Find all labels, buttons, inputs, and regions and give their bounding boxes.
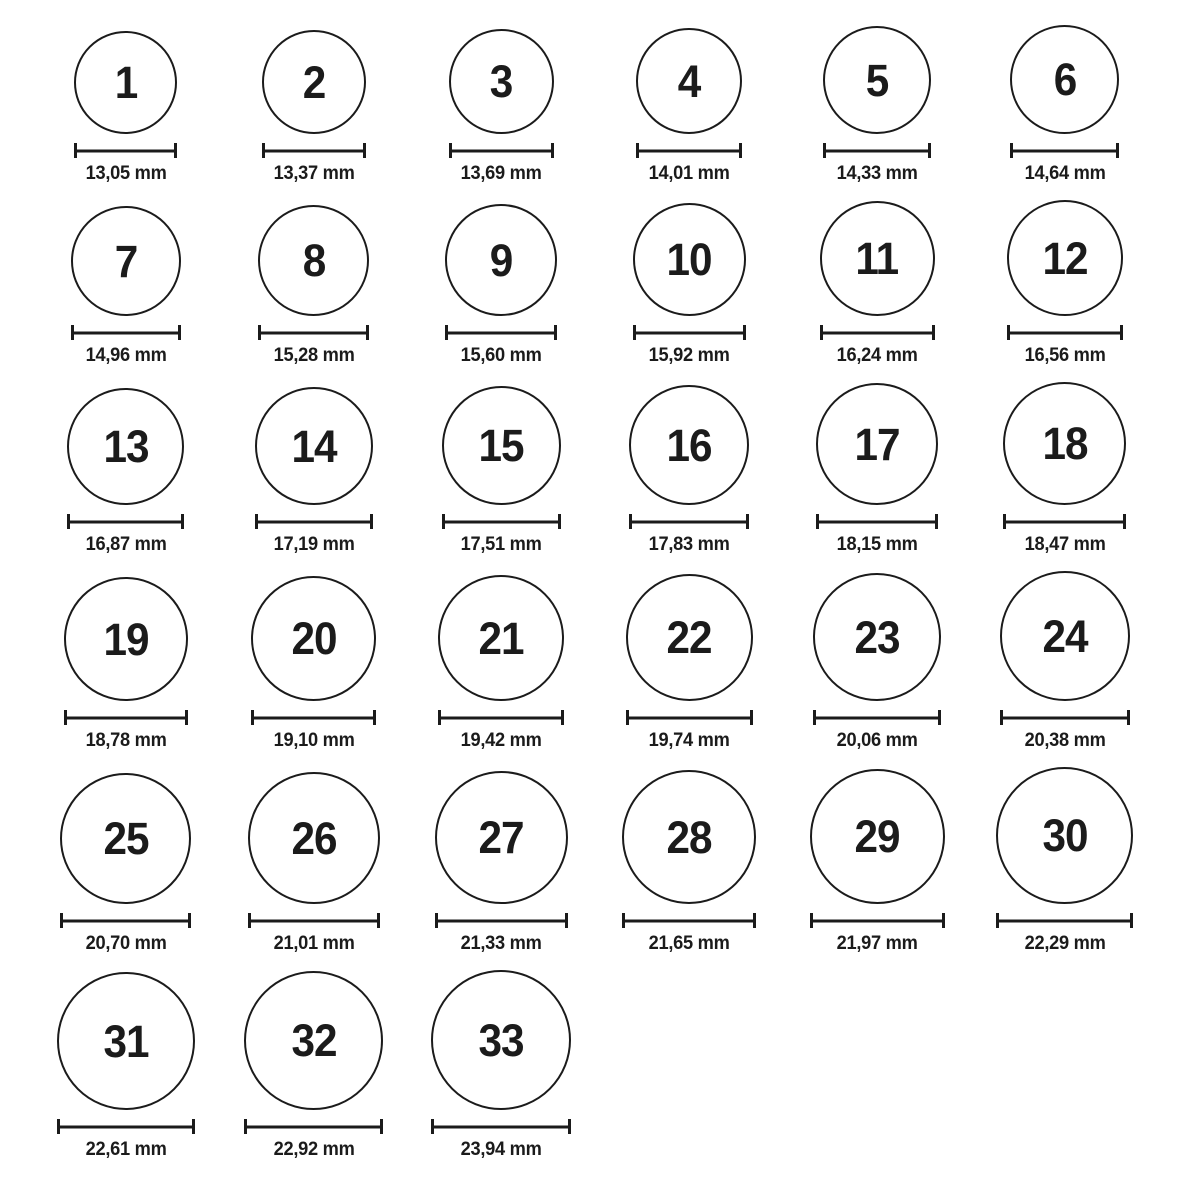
diameter-label: 19,42 mm bbox=[461, 730, 542, 751]
ring-size-item-3 bbox=[449, 29, 554, 186]
measure-bar bbox=[441, 716, 561, 719]
ring-circle bbox=[255, 387, 373, 505]
diameter-label: 15,60 mm bbox=[461, 345, 542, 366]
ring-size-item-13 bbox=[67, 388, 184, 557]
diameter-label: 22,29 mm bbox=[1024, 933, 1106, 954]
ring-size-item-5 bbox=[823, 26, 931, 186]
ring-circle bbox=[64, 577, 188, 701]
measure-line bbox=[255, 514, 373, 529]
measure-line bbox=[810, 913, 945, 928]
size-number: 18 bbox=[1042, 418, 1088, 469]
ring-size-item-31 bbox=[57, 972, 195, 1162]
measure-bar bbox=[816, 716, 938, 719]
ring-circle bbox=[823, 26, 931, 134]
ring-circle bbox=[1010, 25, 1119, 134]
ring-circle bbox=[431, 970, 571, 1110]
diameter-label: 17,83 mm bbox=[648, 534, 730, 555]
diameter-label: 20,06 mm bbox=[836, 730, 918, 751]
diameter-label: 15,92 mm bbox=[648, 345, 730, 366]
size-number: 13 bbox=[103, 421, 149, 472]
size-number: 28 bbox=[666, 811, 712, 863]
ring-circle bbox=[244, 971, 383, 1110]
size-number: 30 bbox=[1042, 810, 1088, 861]
measure-line bbox=[438, 710, 564, 725]
size-number: 12 bbox=[1042, 232, 1088, 284]
size-number: 31 bbox=[103, 1015, 149, 1067]
ring-size-item-26 bbox=[248, 772, 380, 956]
measure-line bbox=[431, 1119, 571, 1134]
ring-circle bbox=[629, 385, 749, 505]
ring-size-item-27 bbox=[435, 771, 568, 956]
diameter-label: 19,10 mm bbox=[273, 730, 355, 751]
measure-bar bbox=[445, 520, 558, 523]
size-number: 8 bbox=[302, 235, 325, 286]
measure-bar bbox=[67, 716, 185, 719]
measure-bar bbox=[823, 331, 932, 334]
measure-line bbox=[449, 143, 554, 158]
diameter-label: 14,33 mm bbox=[836, 163, 918, 184]
measure-line bbox=[435, 913, 568, 928]
ring-circle bbox=[820, 201, 935, 316]
ring-circle bbox=[258, 205, 369, 316]
measure-line bbox=[1003, 514, 1126, 529]
size-number: 32 bbox=[291, 1015, 337, 1066]
size-number: 11 bbox=[855, 233, 899, 284]
size-number: 2 bbox=[302, 56, 325, 108]
ring-size-item-6 bbox=[1010, 25, 1119, 186]
ring-circle bbox=[57, 972, 195, 1110]
measure-bar bbox=[60, 1125, 192, 1128]
diameter-label: 17,19 mm bbox=[273, 534, 355, 555]
ring-circle bbox=[996, 767, 1133, 904]
size-number: 7 bbox=[114, 235, 138, 287]
measure-bar bbox=[1013, 149, 1116, 152]
ring-circle bbox=[248, 772, 380, 904]
ring-size-item-29 bbox=[810, 769, 945, 956]
measure-line bbox=[823, 143, 931, 158]
measure-bar bbox=[1003, 716, 1127, 719]
ring-size-item-20 bbox=[251, 576, 376, 753]
ring-size-item-2 bbox=[262, 30, 366, 186]
ring-circle bbox=[71, 206, 181, 316]
measure-line bbox=[57, 1119, 195, 1134]
ring-size-item-7 bbox=[71, 206, 181, 368]
measure-bar bbox=[819, 520, 935, 523]
measure-bar bbox=[632, 520, 746, 523]
ring-circle bbox=[67, 388, 184, 505]
size-number: 25 bbox=[103, 813, 149, 864]
diameter-label: 20,70 mm bbox=[85, 933, 167, 954]
ring-size-item-12 bbox=[1007, 200, 1123, 368]
measure-line bbox=[820, 325, 935, 340]
measure-line bbox=[64, 710, 188, 725]
ring-size-item-14 bbox=[255, 387, 373, 557]
measure-line bbox=[996, 913, 1133, 928]
diameter-label: 18,15 mm bbox=[836, 534, 918, 555]
size-number: 24 bbox=[1042, 610, 1088, 662]
size-number: 15 bbox=[478, 420, 525, 471]
ring-circle bbox=[810, 769, 945, 904]
ring-circle bbox=[816, 383, 938, 505]
diameter-label: 14,96 mm bbox=[85, 345, 167, 366]
ring-circle bbox=[622, 770, 756, 904]
size-number: 4 bbox=[677, 55, 701, 107]
diameter-label: 14,64 mm bbox=[1024, 163, 1106, 184]
ring-size-item-18 bbox=[1003, 382, 1126, 557]
ring-circle bbox=[626, 574, 753, 701]
measure-bar bbox=[70, 520, 181, 523]
measure-bar bbox=[261, 331, 366, 334]
ring-size-item-24 bbox=[1000, 571, 1130, 753]
diameter-label: 20,38 mm bbox=[1024, 730, 1106, 751]
size-number: 27 bbox=[478, 812, 525, 863]
measure-bar bbox=[1006, 520, 1123, 523]
measure-line bbox=[629, 514, 749, 529]
measure-line bbox=[622, 913, 756, 928]
ring-circle bbox=[262, 30, 366, 134]
measure-line bbox=[633, 325, 746, 340]
size-number: 21 bbox=[478, 612, 525, 664]
measure-bar bbox=[999, 919, 1130, 922]
measure-bar bbox=[254, 716, 373, 719]
ring-size-item-1 bbox=[74, 31, 177, 186]
measure-line bbox=[67, 514, 184, 529]
measure-line bbox=[262, 143, 366, 158]
measure-bar bbox=[438, 919, 565, 922]
diameter-label: 22,61 mm bbox=[85, 1139, 167, 1160]
ring-size-item-28 bbox=[622, 770, 756, 956]
diameter-label: 16,87 mm bbox=[85, 534, 167, 555]
measure-bar bbox=[448, 331, 554, 334]
size-number: 17 bbox=[854, 418, 900, 470]
ring-circle bbox=[813, 573, 941, 701]
diameter-label: 14,01 mm bbox=[648, 163, 730, 184]
size-number: 16 bbox=[666, 419, 712, 471]
ring-size-item-30 bbox=[996, 767, 1133, 956]
diameter-label: 16,24 mm bbox=[836, 345, 918, 366]
measure-bar bbox=[813, 919, 942, 922]
measure-line bbox=[74, 143, 177, 158]
measure-line bbox=[1010, 143, 1119, 158]
size-number: 20 bbox=[291, 613, 337, 664]
measure-line bbox=[636, 143, 742, 158]
ring-size-item-9 bbox=[445, 204, 557, 368]
ring-circle bbox=[438, 575, 564, 701]
measure-bar bbox=[77, 149, 174, 152]
measure-bar bbox=[251, 919, 377, 922]
ring-circle bbox=[251, 576, 376, 701]
ring-circle bbox=[445, 204, 557, 316]
measure-bar bbox=[636, 331, 743, 334]
ring-circle bbox=[60, 773, 191, 904]
measure-bar bbox=[639, 149, 739, 152]
measure-line bbox=[1000, 710, 1130, 725]
ring-size-item-33 bbox=[431, 970, 571, 1162]
diameter-label: 23,94 mm bbox=[461, 1139, 542, 1160]
measure-bar bbox=[74, 331, 178, 334]
measure-line bbox=[442, 514, 561, 529]
diameter-label: 15,28 mm bbox=[273, 345, 355, 366]
size-number: 1 bbox=[114, 57, 138, 108]
measure-line bbox=[445, 325, 557, 340]
size-number: 10 bbox=[666, 234, 712, 285]
measure-bar bbox=[247, 1125, 380, 1128]
ring-circle bbox=[74, 31, 177, 134]
measure-line bbox=[1007, 325, 1123, 340]
measure-bar bbox=[629, 716, 750, 719]
measure-bar bbox=[826, 149, 928, 152]
ring-circle bbox=[636, 28, 742, 134]
diameter-label: 21,01 mm bbox=[273, 933, 355, 954]
ring-circle bbox=[442, 386, 561, 505]
ring-size-item-10 bbox=[633, 203, 746, 368]
diameter-label: 17,51 mm bbox=[461, 534, 542, 555]
size-number: 29 bbox=[854, 811, 900, 862]
measure-bar bbox=[265, 149, 363, 152]
ring-size-item-11 bbox=[820, 201, 935, 368]
measure-bar bbox=[258, 520, 370, 523]
diameter-label: 16,56 mm bbox=[1024, 345, 1106, 366]
size-number: 9 bbox=[490, 234, 513, 286]
diameter-label: 22,92 mm bbox=[273, 1139, 355, 1160]
measure-line bbox=[60, 913, 191, 928]
measure-line bbox=[813, 710, 941, 725]
ring-size-item-17 bbox=[816, 383, 938, 557]
ring-circle bbox=[449, 29, 554, 134]
diameter-label: 13,05 mm bbox=[85, 163, 167, 184]
ring-circle bbox=[435, 771, 568, 904]
diameter-label: 18,78 mm bbox=[85, 730, 167, 751]
size-number: 6 bbox=[1053, 54, 1077, 105]
measure-line bbox=[626, 710, 753, 725]
measure-bar bbox=[625, 919, 753, 922]
ring-size-item-25 bbox=[60, 773, 191, 956]
measure-line bbox=[248, 913, 380, 928]
diameter-label: 18,47 mm bbox=[1024, 534, 1106, 555]
measure-line bbox=[258, 325, 369, 340]
diameter-label: 21,33 mm bbox=[461, 933, 542, 954]
ring-size-item-23 bbox=[813, 573, 941, 753]
size-number: 26 bbox=[291, 812, 337, 864]
size-number: 22 bbox=[666, 612, 712, 663]
ring-circle bbox=[1000, 571, 1130, 701]
measure-bar bbox=[1010, 331, 1120, 334]
measure-bar bbox=[434, 1125, 568, 1128]
size-number: 33 bbox=[478, 1014, 525, 1066]
ring-size-item-15 bbox=[442, 386, 561, 557]
ring-size-item-22 bbox=[626, 574, 753, 753]
ring-circle bbox=[633, 203, 746, 316]
size-number: 14 bbox=[291, 420, 337, 472]
measure-bar bbox=[63, 919, 188, 922]
ring-circle bbox=[1003, 382, 1126, 505]
diameter-label: 13,69 mm bbox=[461, 163, 542, 184]
size-number: 3 bbox=[490, 56, 513, 107]
size-number: 23 bbox=[854, 611, 900, 663]
diameter-label: 21,65 mm bbox=[648, 933, 730, 954]
ring-size-item-32 bbox=[244, 971, 383, 1162]
measure-bar bbox=[452, 149, 551, 152]
diameter-label: 21,97 mm bbox=[836, 933, 918, 954]
ring-size-item-16 bbox=[629, 385, 749, 557]
diameter-label: 13,37 mm bbox=[273, 163, 355, 184]
measure-line bbox=[251, 710, 376, 725]
ring-size-item-19 bbox=[64, 577, 188, 753]
measure-line bbox=[71, 325, 181, 340]
measure-line bbox=[244, 1119, 383, 1134]
diameter-label: 19,74 mm bbox=[648, 730, 730, 751]
measure-line bbox=[816, 514, 938, 529]
ring-size-item-21 bbox=[438, 575, 564, 753]
size-number: 19 bbox=[103, 613, 149, 665]
ring-size-item-4 bbox=[636, 28, 742, 186]
ring-circle bbox=[1007, 200, 1123, 316]
size-number: 5 bbox=[865, 54, 889, 106]
ring-size-item-8 bbox=[258, 205, 369, 368]
